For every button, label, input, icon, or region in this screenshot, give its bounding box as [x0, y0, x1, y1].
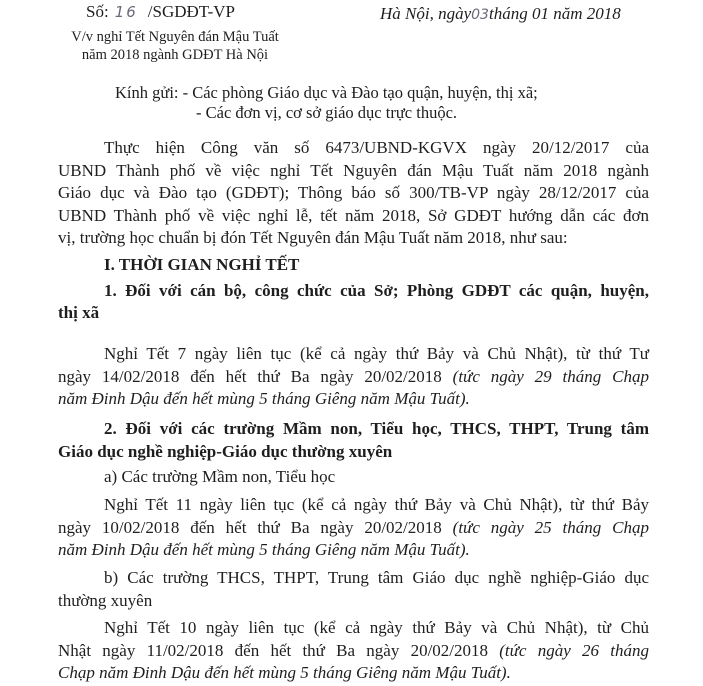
item-1-heading: 1. Đối với cán bộ, công chức của Sở; Phòng GDĐT các quận, huyện,: [104, 280, 649, 300]
section-1-title: I. THỜI GIAN NGHỈ TẾT: [104, 255, 300, 274]
item-1-heading-cont: thị xã: [58, 303, 100, 322]
document-number-suffix: /SGDĐT-VP: [147, 2, 236, 21]
intro-line: UBND Thành phố về việc nghỉ Tết Nguyên đán Mậu Tuất năm 2018 ngành: [58, 160, 649, 180]
sub-a-text-line: [58, 517, 649, 540]
sub-a-dates: ngày 10/02/2018 đến hết thứ Ba ngày 20/02/2018: [58, 517, 442, 537]
sub-a-text: [58, 494, 649, 562]
item-1-text-line: [58, 366, 649, 389]
item-1-text: [58, 343, 649, 411]
document-subject: [0, 28, 350, 64]
intro-line: Giáo dục và Đào tạo (GDĐT); Thông báo số 300/TB-VP ngày 28/12/2017 của: [58, 183, 649, 202]
item-1-dates: ngày 14/02/2018 đến hết thứ Ba ngày 20/02/2018: [58, 366, 442, 386]
sub-b-lunar-dates: (tức ngày 26 tháng: [499, 640, 649, 660]
intro-line: Thực hiện Công văn số 6473/UBND-KGVX ngày 20/12/2017 của: [104, 138, 649, 157]
item-2-heading: 2. Đối với các trường Mầm non, Tiểu học, THCS, THPT, Trung tâm: [104, 419, 649, 438]
sub-a-lunar-dates: (tức ngày 25 tháng Chạp: [452, 517, 650, 537]
document-number-prefix: Số:: [86, 2, 109, 21]
sub-b-title-cont: thường xuyên: [58, 590, 153, 610]
item-1-text-line: Nghỉ Tết 7 ngày liên tục (kể cả ngày thứ Bảy và Chủ Nhật), từ thứ Tư: [104, 344, 649, 363]
intro-line: UBND Thành phố về việc nghỉ lễ, tết năm 2018, Sở GDĐT hướng dẫn các đơn: [58, 205, 649, 225]
document-number: [86, 2, 235, 22]
recipient-line-2: - Các đơn vị, cơ sở giáo dục trực thuộc.: [196, 103, 458, 122]
intro-line: vị, trường học chuẩn bị đón Tết Nguyên đán Mậu Tuất năm 2018, như sau:: [58, 228, 568, 247]
subject-line-2: năm 2018 ngành GDĐT Hà Nội: [81, 47, 269, 63]
item-2: [58, 418, 649, 489]
item-1-text-line: năm Đinh Dậu đến hết mùng 5 tháng Giêng năm Mậu Tuất).: [58, 389, 470, 408]
date-prefix: Hà Nội, ngày: [380, 4, 472, 23]
sub-b-title: b) Các trường THCS, THPT, Trung tâm Giáo dục nghề nghiệp-Giáo dục: [104, 568, 649, 587]
sub-b: [58, 567, 649, 612]
sub-a-text-line: năm Đinh Dậu đến hết mùng 5 tháng Giêng năm Mậu Tuất).: [58, 540, 470, 559]
document-date: [380, 4, 621, 24]
sub-b-text: [58, 617, 649, 685]
intro-paragraph: [58, 137, 649, 250]
sub-b-dates: Nhật ngày 11/02/2018 đến hết thứ Ba ngày 20/02/2018: [58, 640, 489, 660]
item-1-lunar-dates: (tức ngày 29 tháng Chạp: [452, 366, 650, 386]
subject-line-1: V/v nghỉ Tết Nguyên đán Mậu Tuất: [71, 29, 279, 45]
recipient-line-1: Kính gửi: - Các phòng Giáo dục và Đào tạo quận, huyện, thị xã;: [115, 83, 538, 102]
sub-b-text-line: Chạp năm Đinh Dậu đến hết mùng 5 tháng Giêng năm Mậu Tuất).: [58, 663, 511, 682]
sub-a-text-line: Nghỉ Tết 11 ngày liên tục (kể cả ngày thứ Bảy và Chủ Nhật), từ thứ Bảy: [104, 495, 649, 514]
sub-b-text-line: Nghỉ Tết 10 ngày liên tục (kể cả ngày thứ Bảy và Chủ Nhật), từ Chủ: [104, 618, 649, 637]
item-2-heading-cont: Giáo dục nghề nghiệp-Giáo dục thường xuyên: [58, 441, 393, 461]
section-1: [58, 254, 649, 325]
sub-a-title: a) Các trường Mầm non, Tiểu học: [104, 467, 336, 486]
sub-b-text-line: [58, 640, 649, 663]
date-day-handwritten: 03: [471, 7, 489, 23]
document-number-handwritten: 16: [114, 3, 138, 21]
date-suffix: tháng 01 năm 2018: [488, 4, 621, 23]
